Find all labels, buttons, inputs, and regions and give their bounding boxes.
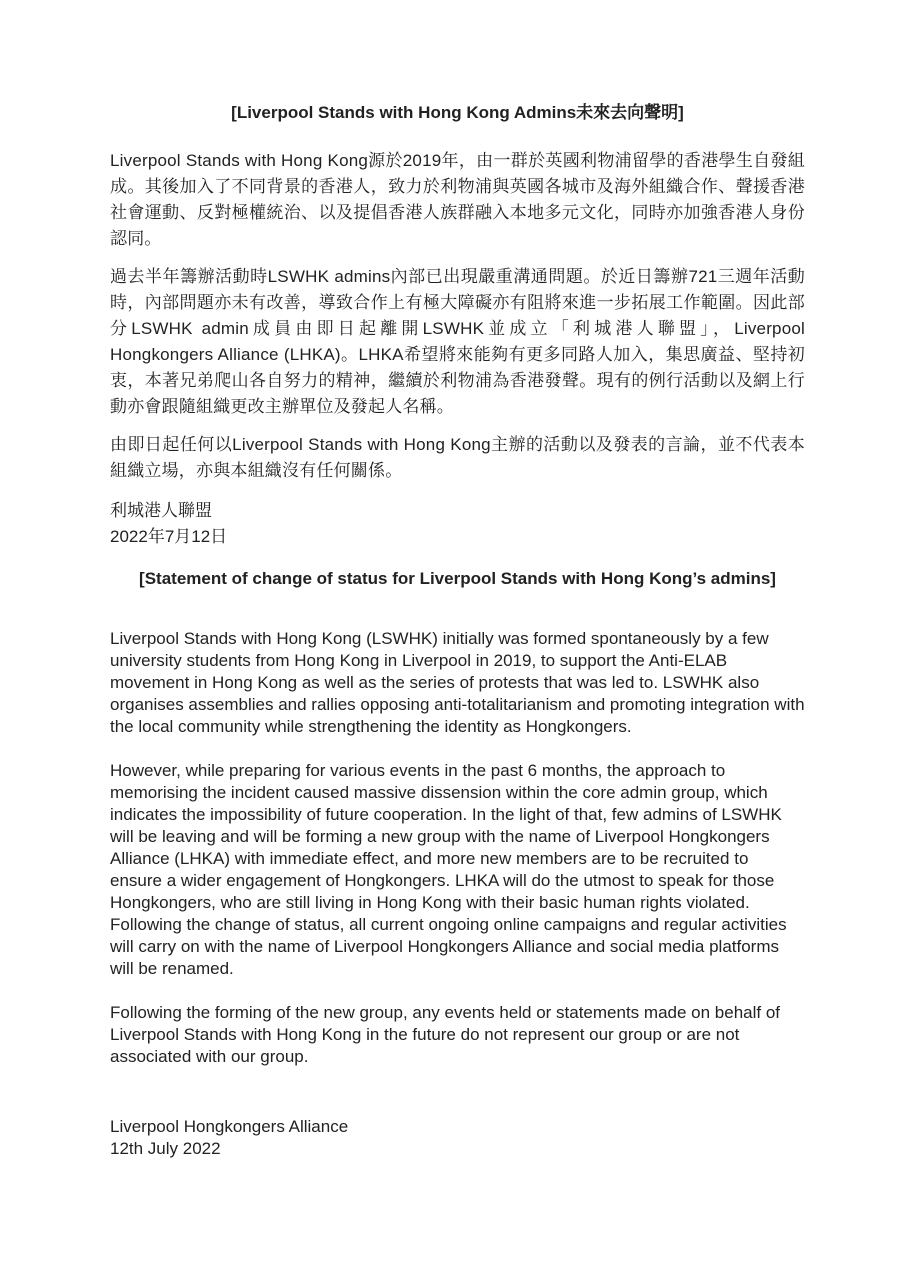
chinese-signature-block: [110, 498, 805, 550]
english-statement-title: [Statement of change of status for Liverpool Stands with Hong Kong’s admins]: [139, 569, 776, 588]
english-paragraph-split-announcement: However, while preparing for various events in the past 6 months, the approach to memorising the incident caused massive dissension within the core admin group, which indicates the impossibility of future cooperation. In the light of that, few admins of LSWHK will be leaving and will be forming a new group with the name of Liverpool Hongkongers Alliance (LHKA) with immediate effect, and more new members are to be recruited to ensure a wider engagement of Hongkongers. LHKA will do the utmost to speak for those Hongkongers, who are still living in Hong Kong with their basic human rights violated. Following the change of status, all current ongoing online campaigns and regular activities will carry on with the name of Liverpool Hongkongers Alliance and social media platforms will be renamed.: [110, 761, 787, 978]
english-paragraph-origin: Liverpool Stands with Hong Kong (LSWHK) initially was formed spontaneously by a few university students from Hong Kong in Liverpool in 2019, to support the Anti-ELAB movement in Hong Kong as well as the series of protests that was led to. LSWHK also organises assemblies and rallies opposing anti-totalitarianism and promoting integration with the local community while strengthening the identity as Hongkongers.: [110, 629, 805, 736]
chinese-paragraph-split-announcement: 過去半年籌辦活動時LSWHK admins內部已出現嚴重溝通問題。於近日籌辦721三週年活動時，內部問題亦未有改善，導致合作上有極大障礙亦有阻將來進一步拓展工作範圍。因此部分LSWHK admin成員由即日起離開LSWHK並成立「利城港人聯盟」，Liverpool Hongkongers Alliance (LHKA)。LHKA希望將來能夠有更多同路人加入，集思廣益、堅持初衷，本著兄弟爬山各自努力的精神，繼續於利物浦為香港發聲。現有的例行活動以及網上行動亦會跟隨組織更改主辦單位及發起人名稱。: [110, 267, 805, 416]
chinese-paragraph-origin: Liverpool Stands with Hong Kong源於2019年，由一群於英國利物浦留學的香港學生自發組成。其後加入了不同背景的香港人，致力於利物浦與英國各城市及海外組織合作、聲援香港社會運動、反對極權統治、以及提倡香港人族群融入本地多元文化，同時亦加強香港人身份認同。: [110, 151, 805, 248]
chinese-signature-name: 利城港人聯盟: [110, 501, 212, 520]
english-signature-name: Liverpool Hongkongers Alliance: [110, 1117, 349, 1136]
english-paragraph-disclaimer: Following the forming of the new group, any events held or statements made on behalf of Liverpool Stands with Hong Kong in the future do not represent our group or are not associated with our group.: [110, 1003, 781, 1066]
chinese-statement-title: [Liverpool Stands with Hong Kong Admins未來去向聲明]: [231, 103, 684, 122]
english-signature-block: [110, 1116, 805, 1160]
english-signature-date: 12th July 2022: [110, 1139, 221, 1158]
chinese-signature-date: 2022年7月12日: [110, 527, 228, 546]
chinese-paragraph-disclaimer: 由即日起任何以Liverpool Stands with Hong Kong主辦的活動以及發表的言論，並不代表本組織立場，亦與本組織沒有任何關係。: [110, 435, 805, 480]
